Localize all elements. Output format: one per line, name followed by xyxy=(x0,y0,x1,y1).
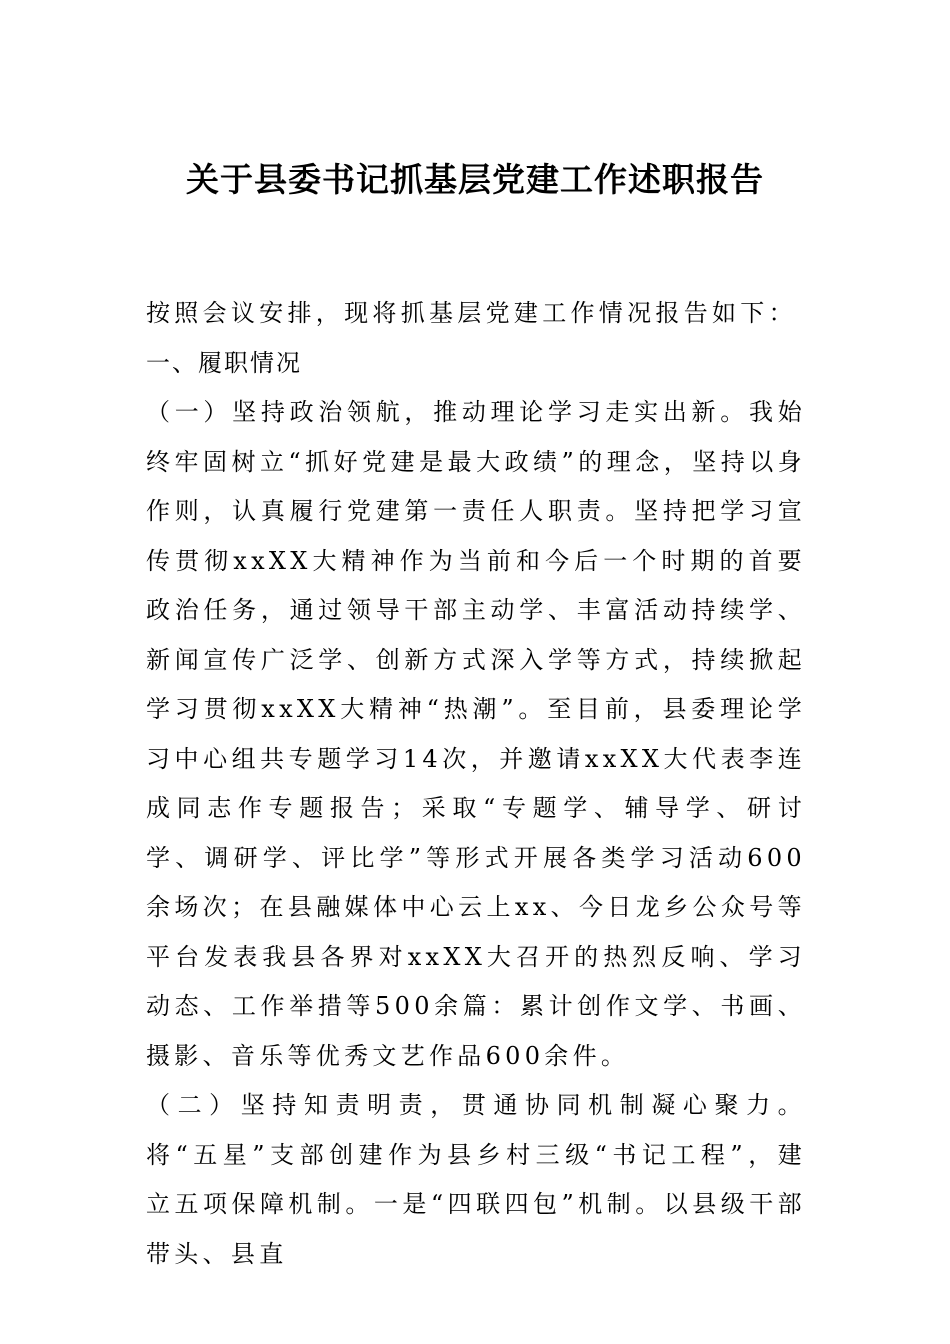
document-title: 关于县委书记抓基层党建工作述职报告 xyxy=(186,160,764,199)
document-body xyxy=(146,289,806,1279)
section-heading: 一、履职情况 xyxy=(146,348,302,377)
body-paragraph-1: （一）坚持政治领航，推动理论学习走实出新。我始终牢固树立“抓好党建是最大政绩”的理念，坚持以身作则，认真履行党建第一责任人职责。坚持把学习宣传贯彻xxXX大精神作为当前和今后一个时期的首要政治任务，通过领导干部主动学、丰富活动持续学、新闻宣传广泛学、创新方式深入学等方式，持续掀起学习贯彻xxXX大精神“热潮”。至目前，县委理论学习中心组共专题学习14次，并邀请xxXX大代表李连成同志作专题报告；采取“专题学、辅导学、研讨学、调研学、评比学”等形式开展各类学习活动600余场次；在县融媒体中心云上xx、今日龙乡公众号等平台发表我县各界对xxXX大召开的热烈反响、学习动态、工作举措等500余篇：累计创作文学、书画、摄影、音乐等优秀文艺作品600余件。 xyxy=(146,398,806,1070)
intro-paragraph: 按照会议安排，现将抓基层党建工作情况报告如下： xyxy=(146,299,797,327)
body-paragraph-2: （二）坚持知责明责，贯通协同机制凝心聚力。将“五星”支部创建作为县乡村三级“书记工程”，建立五项保障机制。一是“四联四包”机制。以县级干部带头、县直 xyxy=(146,1091,806,1268)
